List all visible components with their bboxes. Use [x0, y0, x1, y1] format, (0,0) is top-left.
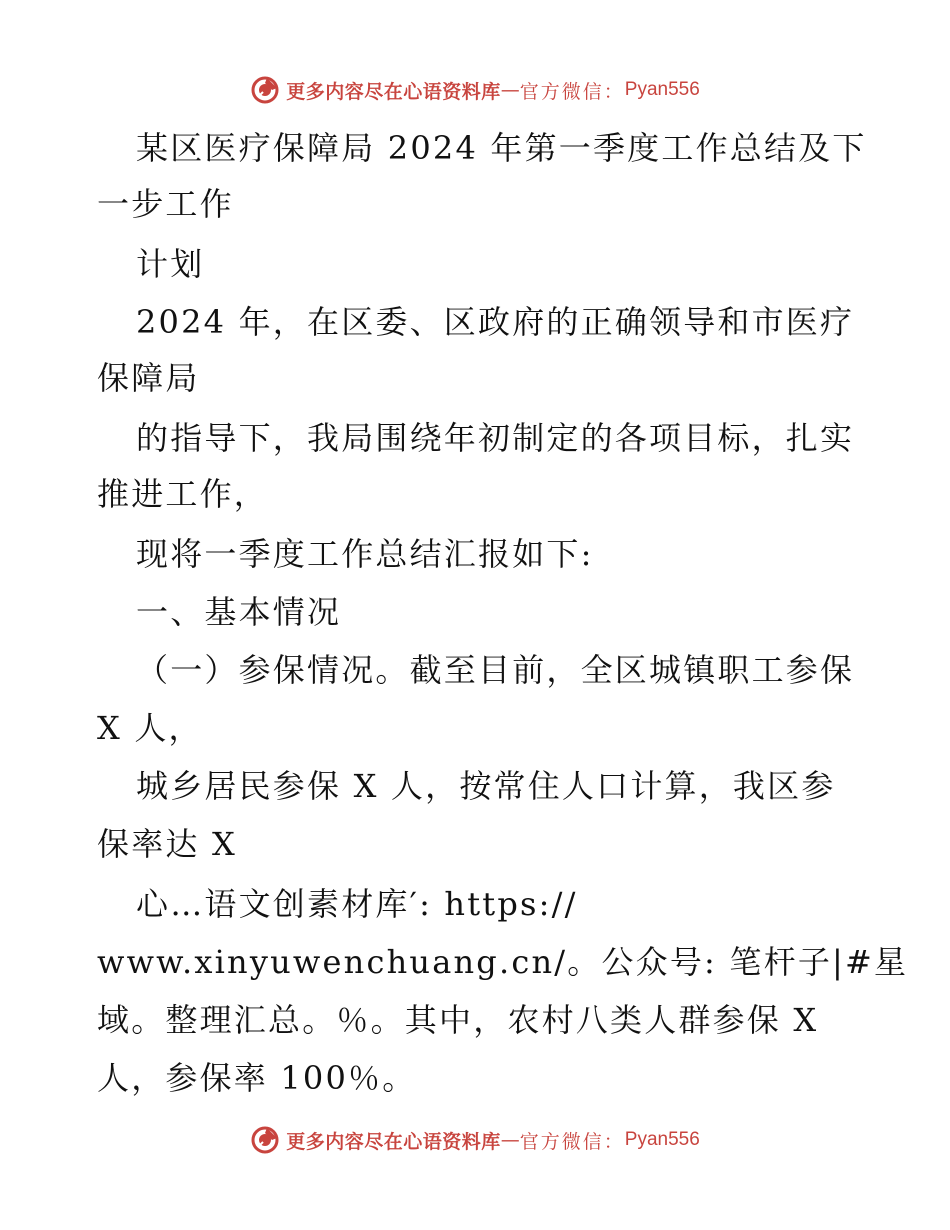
banner-title: 更多内容尽在心语资料库	[286, 80, 501, 103]
paragraph-line: www.xinyuwenchuang.cn/。公众号: 笔杆子|#星	[97, 943, 909, 981]
header-banner	[0, 70, 950, 110]
paragraph-line: 保率达 X	[97, 825, 237, 863]
banner-colon: ：	[603, 1130, 623, 1153]
banner-colon: ：	[603, 80, 623, 103]
paragraph-line: 推进工作，	[97, 475, 269, 513]
paragraph-line: 现将一季度工作总结汇报如下:	[136, 535, 594, 573]
paragraph-line: 保障局	[97, 359, 200, 397]
paragraph-line: 城乡居民参保 X 人，按常住人口计算，我区参	[136, 767, 836, 805]
banner-separator: —	[500, 1129, 520, 1151]
paragraph-line: X 人，	[97, 709, 203, 747]
banner-separator: —	[500, 79, 520, 101]
banner-wechat-id: Pyan556	[624, 79, 700, 100]
footer-banner	[0, 1120, 950, 1160]
doc-title-line-1: 某区医疗保障局 2024 年第一季度工作总结及下	[136, 129, 867, 167]
pen-circle-logo-icon	[250, 1125, 280, 1155]
doc-title-line-2: 一步工作	[97, 185, 234, 223]
banner-title: 更多内容尽在心语资料库	[286, 1130, 501, 1153]
paragraph-line: 心…语文创素材库′: https://	[136, 885, 578, 923]
paragraph-line: 的指导下，我局围绕年初制定的各项目标，扎实	[136, 419, 855, 457]
banner-wechat-id: Pyan556	[624, 1129, 700, 1150]
paragraph-line: 2024 年，在区委、区政府的正确领导和市医疗	[136, 303, 855, 341]
doc-title-line-3: 计划	[136, 245, 205, 283]
paragraph-line: 人，参保率 100％。	[97, 1059, 417, 1097]
paragraph-line: 域。整理汇总。％。其中，农村八类人群参保 X	[97, 1001, 819, 1039]
paragraph-line: （一）参保情况。截至目前，全区城镇职工参保	[136, 651, 855, 689]
section-heading: 一、基本情况	[136, 593, 342, 631]
banner-wechat-label: 官方微信	[519, 1130, 604, 1153]
banner-wechat-label: 官方微信	[519, 80, 604, 103]
pen-circle-logo-icon	[250, 75, 280, 105]
